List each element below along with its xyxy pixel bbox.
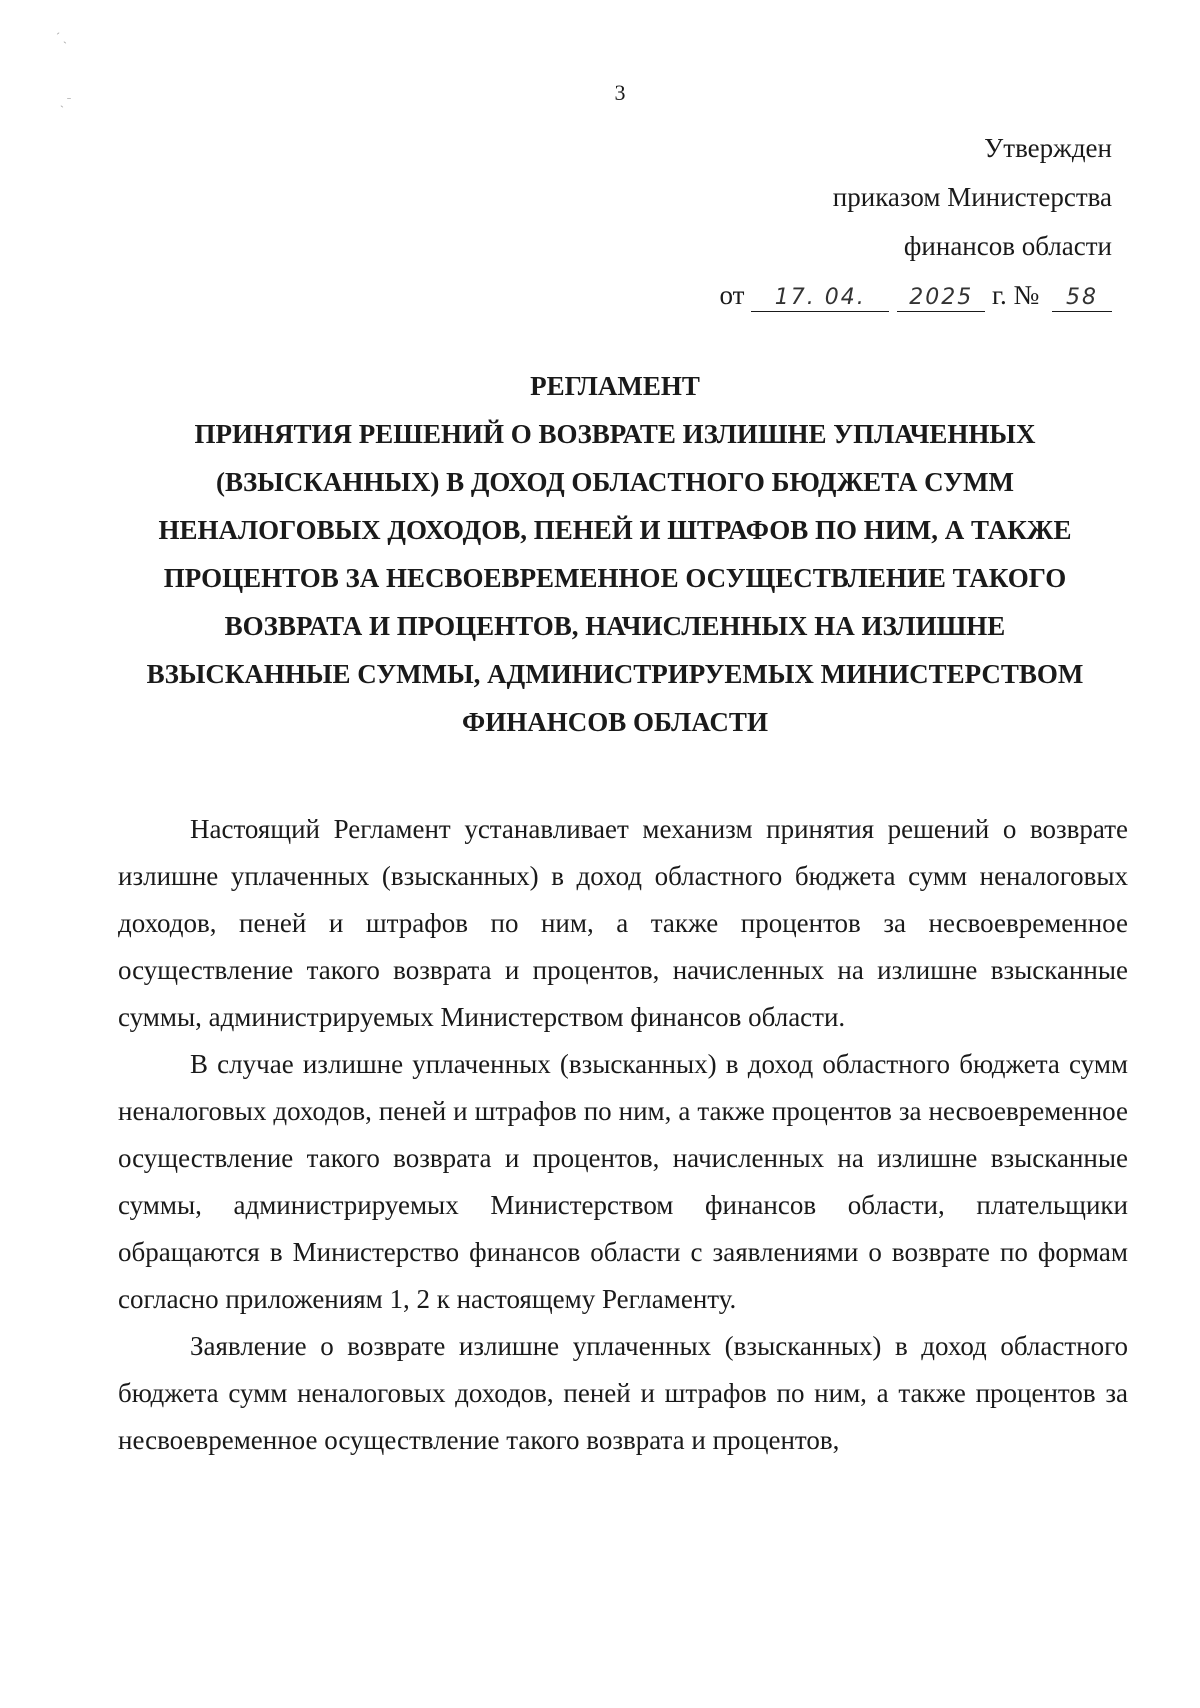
page-number: 3 bbox=[614, 80, 626, 105]
approval-line-1: Утвержден bbox=[984, 133, 1112, 163]
approval-block bbox=[720, 124, 1113, 320]
title-line-7: ВЗЫСКАННЫЕ СУММЫ, АДМИНИСТРИРУЕМЫХ МИНИСТЕРСТВОМ bbox=[146, 659, 1084, 689]
title-line-1: РЕГЛАМЕНТ bbox=[530, 371, 700, 401]
document-body bbox=[118, 806, 1128, 1464]
paragraph-2: В случае излишне уплаченных (взысканных) в доход областного бюджета сумм неналоговых доходов, пеней и штрафов по ним, а также процентов за несвоевременное осуществление такого возврата и процентов, начисленных на излишне взысканные суммы, администрируемых Министерством финансов области, плательщики обращаются в Министерство финансов области с заявлениями о возврате по формам согласно приложениям 1, 2 к настоящему Регламенту. bbox=[118, 1049, 1128, 1314]
paragraph-3: Заявление о возврате излишне уплаченных (взысканных) в доход областного бюджета сумм неналоговых доходов, пеней и штрафов по ним, а также процентов за несвоевременное осуществление такого возврата и процентов, bbox=[118, 1331, 1128, 1455]
paragraph-1: Настоящий Регламент устанавливает механизм принятия решений о возврате излишне уплаченных (взысканных) в доход областного бюджета сумм неналоговых доходов, пеней и штрафов по ним, а также процентов за несвоевременное осуществление такого возврата и процентов, начисленных на излишне взысканные суммы, администрируемых Министерством финансов области. bbox=[118, 814, 1128, 1032]
title-line-4: НЕНАЛОГОВЫХ ДОХОДОВ, ПЕНЕЙ И ШТРАФОВ ПО НИМ, А ТАКЖЕ bbox=[158, 515, 1072, 545]
scan-speck: ˏ ˉ bbox=[60, 94, 71, 108]
title-line-5: ПРОЦЕНТОВ ЗА НЕСВОЕВРЕМЕННОЕ ОСУЩЕСТВЛЕНИЕ ТАКОГО bbox=[163, 563, 1067, 593]
approval-year-suffix: г. № bbox=[991, 280, 1040, 310]
handwritten-order-number: 58 bbox=[1052, 285, 1112, 312]
approval-date-line bbox=[720, 271, 1113, 320]
title-line-2: ПРИНЯТИЯ РЕШЕНИЙ О ВОЗВРАТЕ ИЗЛИШНЕ УПЛАЧЕННЫХ bbox=[194, 419, 1036, 449]
title-line-8: ФИНАНСОВ ОБЛАСТИ bbox=[462, 707, 768, 737]
handwritten-date: 17. 04. bbox=[751, 285, 889, 312]
title-line-3: (ВЗЫСКАННЫХ) В ДОХОД ОБЛАСТНОГО БЮДЖЕТА СУММ bbox=[216, 467, 1014, 497]
handwritten-year: 2025 bbox=[897, 285, 985, 312]
approval-line-2: приказом Министерства bbox=[832, 182, 1112, 212]
approval-line-3: финансов области bbox=[903, 231, 1112, 261]
approval-prefix: от bbox=[719, 280, 745, 310]
document-title bbox=[100, 362, 1130, 746]
title-line-6: ВОЗВРАТА И ПРОЦЕНТОВ, НАЧИСЛЕННЫХ НА ИЗЛИШНЕ bbox=[224, 611, 1006, 641]
scan-speck: ˊ ˎ bbox=[56, 30, 67, 44]
